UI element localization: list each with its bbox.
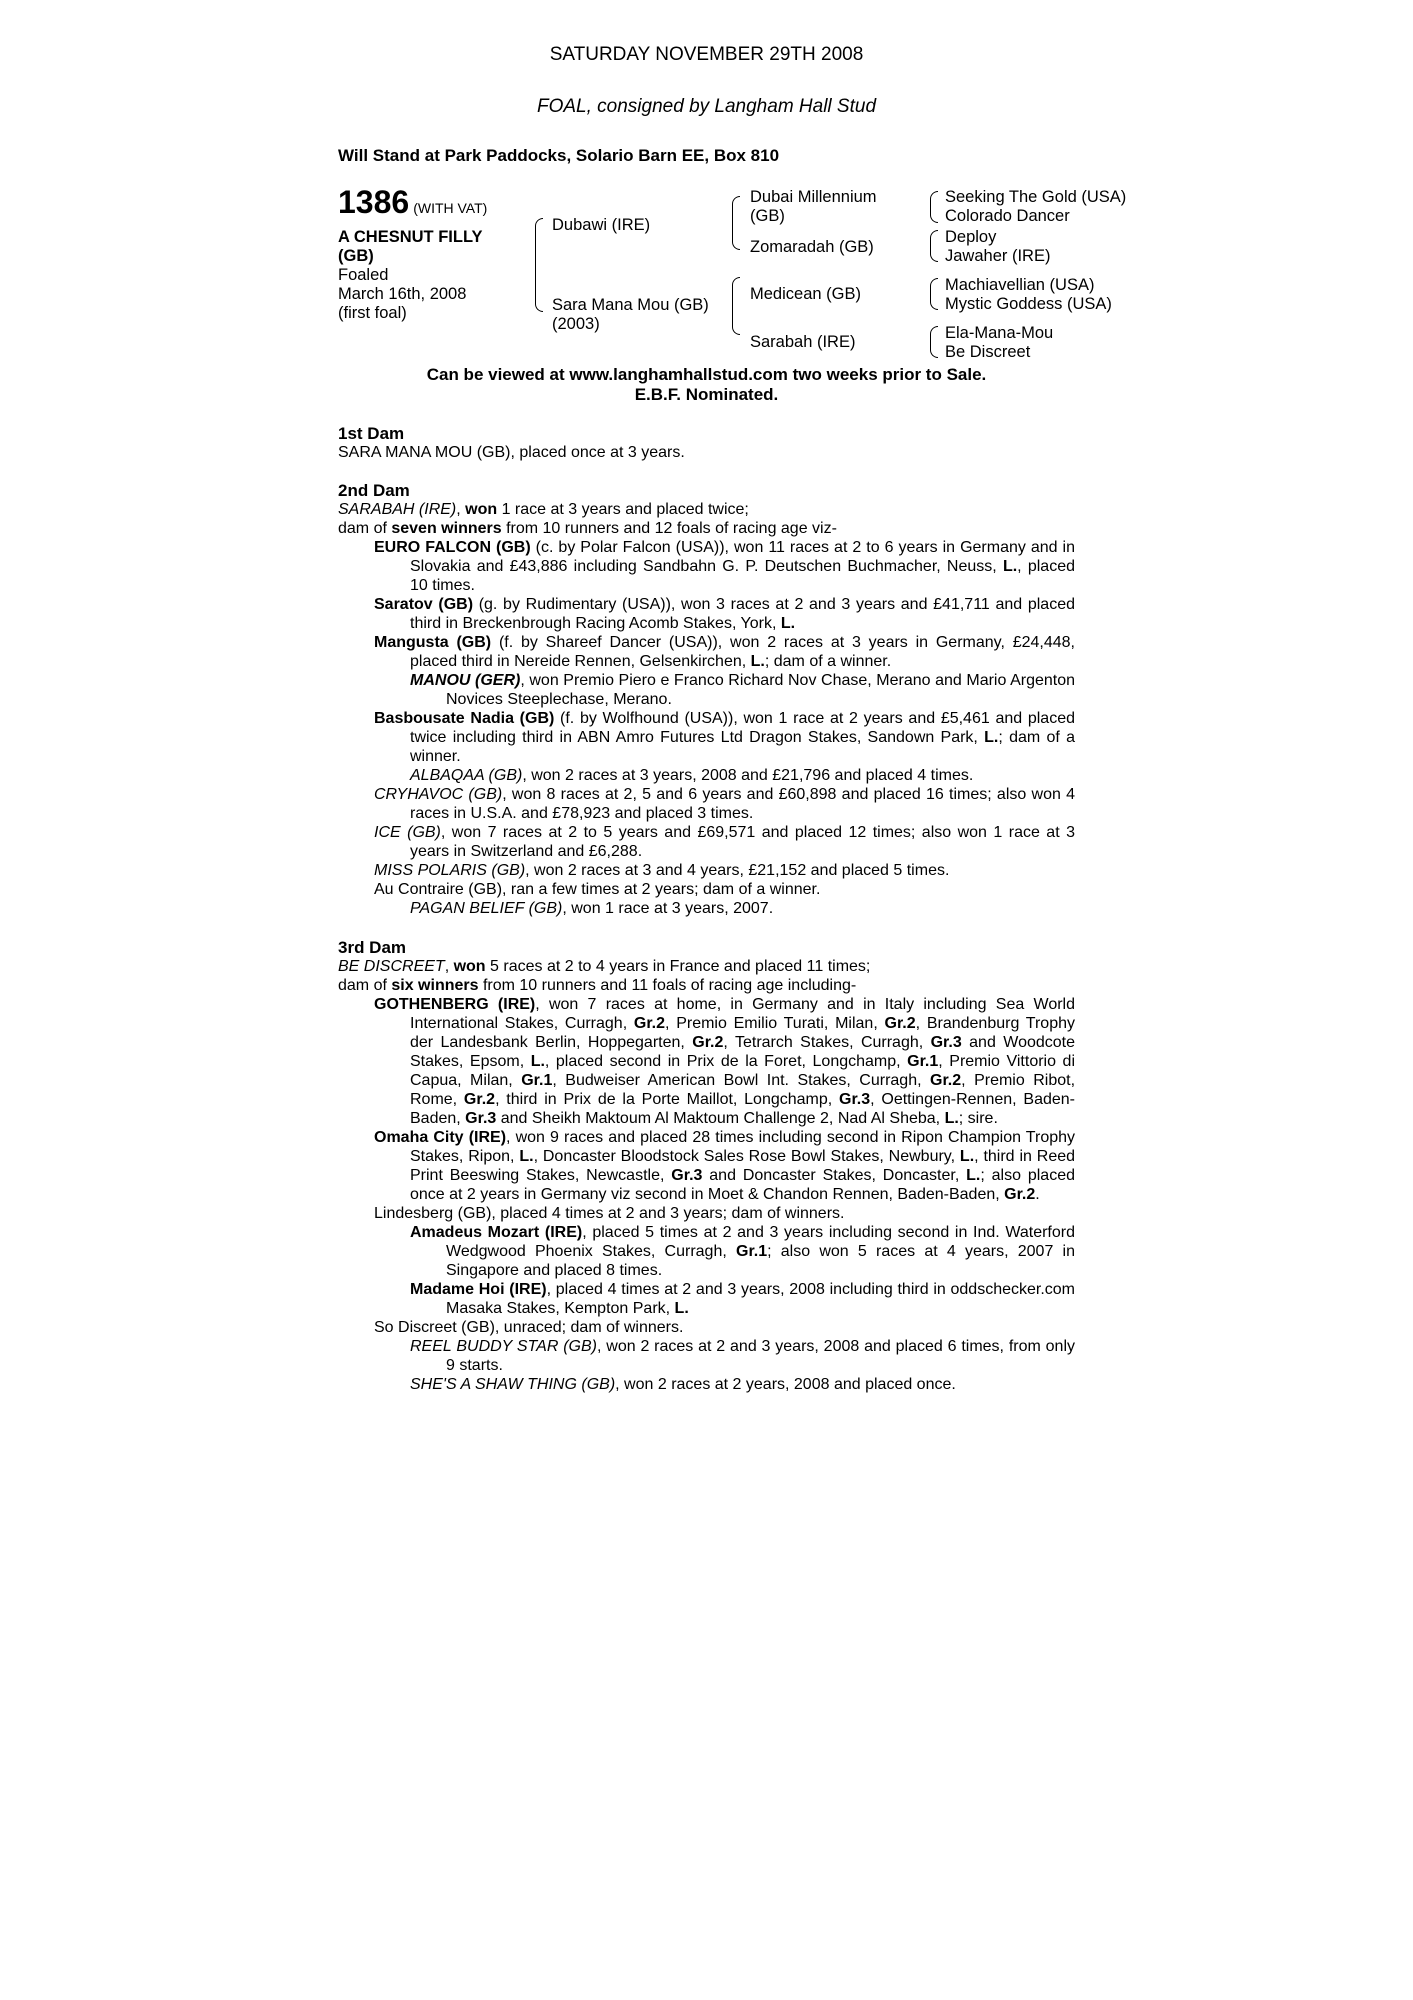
pedigree-sdd: Jawaher (IRE): [945, 247, 1051, 265]
horse-name: Madame Hoi (IRE): [410, 1281, 547, 1298]
record-part: ; also won 5 races at 4 years, 2007 in Singapore and placed 8 times.: [446, 1243, 1075, 1279]
progeny-miss-polaris: [374, 861, 1075, 880]
pedigree-sds: Deploy: [945, 228, 997, 246]
second-dam-line2: [338, 519, 1075, 538]
pedigree-brace-main: [535, 218, 543, 312]
record-part: and Sheikh Maktoum Al Maktoum Challenge 2, Nad Al Sheba,: [496, 1110, 945, 1127]
lot-number-value: 1386: [338, 184, 410, 220]
third-dam-line2-a: dam of: [338, 977, 392, 994]
horse-name: SHE'S A SHAW THING (GB): [410, 1376, 616, 1393]
record-part: .: [1035, 1186, 1040, 1203]
group-mark: Gr.2: [884, 1015, 916, 1032]
pedigree-ds: Medicean (GB): [750, 285, 861, 303]
pedigree-ddd: Be Discreet: [945, 343, 1031, 361]
horse-name: MISS POLARIS (GB): [374, 862, 526, 879]
pedigree-brace-sd: [930, 230, 938, 262]
pedigree-brace-ds: [930, 278, 938, 310]
horse-record: (c. by Polar Falcon (USA)), won 11 races at 2 to 6 years in Germany and in Slovakia and £43,886 including Sandbahn G. P. Deutschen Buchmacher, Neuss,: [410, 539, 1076, 575]
group-mark: Gr.1: [521, 1072, 553, 1089]
record-part: , won 7 races at home, in Germany and in Italy including Sea World International Stakes, Curragh,: [410, 996, 1075, 1032]
progeny-euro-falcon: [374, 538, 1075, 595]
pedigree-ss-line1: Dubai Millennium: [750, 188, 877, 206]
horse-name: GOTHENBERG (IRE): [374, 996, 536, 1013]
listed-mark: L.: [674, 1300, 689, 1317]
horse-name: REEL BUDDY STAR (GB): [410, 1338, 597, 1355]
pedigree-dsd: Mystic Goddess (USA): [945, 295, 1112, 313]
listed-mark: L.: [519, 1148, 534, 1165]
horse-name: Omaha City (IRE): [374, 1129, 507, 1146]
second-dam-winners: seven winners: [391, 520, 502, 537]
progeny-mangusta: [374, 633, 1075, 671]
horse-record: (f. by Shareef Dancer (USA)), won 2 races at 3 years in Germany, £24,448, placed third in Nereide Rennen, Gelsenkirchen,: [410, 634, 1075, 670]
pedigree-brace-ss: [930, 191, 938, 223]
group-mark: Gr.2: [1004, 1186, 1036, 1203]
record-part: , Budweiser American Bowl Int. Stakes, Curragh,: [552, 1072, 931, 1089]
record-part: , Premio Ribot, Rome,: [410, 1072, 1076, 1108]
horse-record: , won Premio Piero e Franco Richard Nov Chase, Merano and Mario Argenton Novices Steeplechase, Merano.: [446, 672, 1075, 708]
listed-mark: L.: [944, 1110, 959, 1127]
horse-record-end: ; dam of a winner.: [764, 653, 892, 670]
third-dam-name: BE DISCREET: [338, 958, 445, 975]
record-part: , Doncaster Bloodstock Sales Rose Bowl Stakes, Newbury,: [533, 1148, 960, 1165]
progeny-lindesberg: Lindesberg (GB), placed 4 times at 2 and 3 years; dam of winners.: [374, 1205, 845, 1222]
third-dam-line2-c: from 10 runners and 11 foals of racing age including-: [478, 977, 857, 994]
record-part: , Tetrarch Stakes, Curragh,: [723, 1034, 931, 1051]
progeny-amadeus-mozart: [410, 1223, 1075, 1280]
group-mark: Gr.2: [692, 1034, 724, 1051]
third-dam-winners: six winners: [391, 977, 479, 994]
lot-title-line1: A CHESNUT FILLY: [338, 228, 483, 246]
third-dam-line2: [338, 976, 1075, 995]
third-dam-heading: 3rd Dam: [338, 938, 407, 957]
horse-name: MANOU (GER): [410, 672, 521, 689]
listed-mark: L.: [750, 653, 765, 670]
listed-mark: L.: [530, 1053, 545, 1070]
progeny-ice: [374, 823, 1075, 861]
listed-mark: L.: [780, 615, 796, 632]
second-dam-section: [338, 481, 1075, 918]
second-dam-line2-a: dam of: [338, 520, 392, 537]
group-mark: Gr.3: [839, 1091, 871, 1108]
horse-name: ALBAQAA (GB): [410, 767, 523, 784]
horse-record: (g. by Rudimentary (USA)), won 3 races at 2 and 3 years and £41,711 and placed third in Breckenbrough Racing Acomb Stakes, York,: [410, 596, 1076, 632]
ebf-note: E.B.F. Nominated.: [634, 385, 779, 404]
record-part: ; sire.: [958, 1110, 998, 1127]
viewing-note: Can be viewed at www.langhamhallstud.com two weeks prior to Sale.: [426, 365, 987, 384]
sale-date: SATURDAY NOVEMBER 29TH 2008: [549, 44, 864, 65]
horse-record: (f. by Wolfhound (USA)), won 1 race at 2 years and £5,461 and placed twice including third in ABN Amro Futures Ltd Dragon Stakes, Sandown Park,: [410, 710, 1075, 746]
listed-mark: L.: [959, 1148, 975, 1165]
group-mark: Gr.3: [671, 1167, 703, 1184]
pedigree-ssd: Colorado Dancer: [945, 207, 1070, 225]
horse-record: , won 2 races at 3 years, 2008 and £21,796 and placed 4 times.: [522, 767, 974, 784]
second-dam-name: SARABAH (IRE): [338, 501, 457, 518]
group-mark: Gr.2: [633, 1015, 666, 1032]
horse-record: , won 2 races at 2 years, 2008 and placed once.: [615, 1376, 956, 1393]
record-part: , Premio Emilio Turati, Milan,: [665, 1015, 885, 1032]
first-dam-section: [338, 424, 1075, 462]
record-part: , third in Reed Print Beeswing Stakes, Newcastle,: [410, 1148, 1076, 1184]
consignment-line: FOAL, consigned by Langham Hall Stud: [536, 96, 877, 117]
pedigree-dd: Sarabah (IRE): [750, 333, 856, 351]
third-dam-won: won: [453, 958, 486, 975]
pedigree-sire: Dubawi (IRE): [552, 216, 651, 234]
first-dam-text: SARA MANA MOU (GB), placed once at 3 years.: [338, 444, 685, 461]
second-dam-won: won: [465, 501, 498, 518]
horse-record: , won 7 races at 2 to 5 years and £69,571 and placed 12 times; also won 1 race at 3 years in Switzerland and £6,288.: [410, 824, 1075, 860]
third-dam-section: [338, 938, 1075, 1394]
horse-name: Amadeus Mozart (IRE): [410, 1224, 583, 1241]
progeny-au-contraire: Au Contraire (GB), ran a few times at 2 years; dam of a winner.: [374, 881, 821, 898]
progeny-madame-hoi: [410, 1280, 1075, 1318]
second-dam-line2-c: from 10 runners and 12 foals of racing age viz-: [501, 520, 837, 537]
record-part: , won 9 races and placed 28 times including second in Ripon Champion Trophy Stakes, Ripon,: [410, 1129, 1076, 1165]
record-part: ; also placed once at 2 years in Germany viz second in Moet & Chandon Rennen, Baden-Baden,: [410, 1167, 1076, 1203]
pedigree-brace-dam: [732, 277, 740, 335]
record-part: , Oettingen-Rennen, Baden-Baden,: [410, 1091, 1075, 1127]
pedigree-ss-line2: (GB): [750, 207, 785, 225]
group-mark: Gr.1: [736, 1243, 768, 1260]
horse-record: , won 2 races at 2 and 3 years, 2008 and placed 6 times, from only 9 starts.: [446, 1338, 1076, 1374]
pedigree-brace-sire: [732, 196, 740, 250]
horse-record: , won 1 race at 3 years, 2007.: [562, 900, 774, 917]
second-dam-line1-rest: 1 race at 3 years and placed twice;: [497, 501, 749, 518]
progeny-saratov: [374, 595, 1075, 633]
progeny-albaqaa: [410, 766, 1075, 785]
progeny-manou: [410, 671, 1075, 709]
stand-location: Will Stand at Park Paddocks, Solario Barn EE, Box 810: [338, 146, 780, 165]
horse-record-end: ; dam of a winner.: [410, 729, 1075, 765]
group-mark: Gr.3: [465, 1110, 497, 1127]
progeny-gothenberg: [374, 995, 1075, 1128]
progeny-omaha-city: [374, 1128, 1075, 1204]
progeny-basbousate-nadia: [374, 709, 1075, 766]
third-dam-line1: BE DISCREET, won 5 races at 2 to 4 years in France and placed 11 times;: [338, 958, 871, 975]
horse-name: Mangusta (GB): [374, 634, 492, 651]
foaled-date: March 16th, 2008: [338, 285, 467, 303]
progeny-pagan-belief: [410, 899, 1075, 918]
progeny-cryhavoc: [374, 785, 1075, 823]
vat-note: (WITH VAT): [413, 200, 488, 216]
horse-record: , won 8 races at 2, 5 and 6 years and £60,898 and placed 16 times; also won 4 races in U.S.A. and £78,923 and placed 3 times.: [410, 786, 1076, 822]
second-dam-heading: 2nd Dam: [338, 481, 410, 500]
listed-mark: L.: [966, 1167, 981, 1184]
lot-title-line2: (GB): [338, 247, 374, 265]
group-mark: Gr.2: [930, 1072, 962, 1089]
pedigree-brace-dd: [930, 326, 938, 358]
horse-name: Saratov (GB): [374, 596, 474, 613]
record-part: and Doncaster Stakes, Doncaster,: [702, 1167, 967, 1184]
horse-name: EURO FALCON (GB): [374, 539, 531, 556]
horse-name: PAGAN BELIEF (GB): [410, 900, 563, 917]
record-part: , Premio Vittorio di Capua, Milan,: [410, 1053, 1076, 1089]
record-part: , third in Prix de la Porte Maillot, Longchamp,: [495, 1091, 840, 1108]
record-part: , Brandenburg Trophy der Landesbank Berlin, Hoppegarten,: [410, 1015, 1075, 1051]
group-mark: Gr.3: [930, 1034, 962, 1051]
pedigree-dds: Ela-Mana-Mou: [945, 324, 1054, 342]
group-mark: Gr.1: [907, 1053, 939, 1070]
third-dam-line1-rest: 5 races at 2 to 4 years in France and placed 11 times;: [485, 958, 871, 975]
horse-name: ICE (GB): [374, 824, 441, 841]
horse-record: , won 2 races at 3 and 4 years, £21,152 and placed 5 times.: [525, 862, 950, 879]
sale-notes: [0, 365, 1413, 405]
foaled-label: Foaled: [338, 266, 389, 284]
horse-name: Basbousate Nadia (GB): [374, 710, 555, 727]
pedigree-dss: Machiavellian (USA): [945, 276, 1095, 294]
horse-name: CRYHAVOC (GB): [374, 786, 503, 803]
progeny-shes-a-shaw-thing: [410, 1375, 1075, 1394]
group-mark: Gr.2: [463, 1091, 496, 1108]
lot-number: [338, 186, 487, 218]
record-part: , placed 4 times at 2 and 3 years, 2008 including third in oddschecker.com Masaka Stakes, Kempton Park,: [446, 1281, 1076, 1317]
progeny-so-discreet: So Discreet (GB), unraced; dam of winners.: [374, 1319, 684, 1336]
lot-description: [338, 228, 528, 323]
pedigree-dam: Sara Mana Mou (GB): [552, 296, 709, 314]
foal-note: (first foal): [338, 304, 407, 322]
progeny-reel-buddy-star: [410, 1337, 1075, 1375]
record-part: and Woodcote Stakes, Epsom,: [410, 1034, 1076, 1070]
pedigree-sd: Zomaradah (GB): [750, 238, 874, 256]
listed-mark: L.: [984, 729, 999, 746]
first-dam-heading: 1st Dam: [338, 424, 405, 443]
listed-mark: L.: [1002, 558, 1018, 575]
horse-record-end: , placed 10 times.: [410, 558, 1075, 594]
record-part: , placed 5 times at 2 and 3 years including second in Ind. Waterford Wedgwood Phoenix Stakes, Curragh,: [446, 1224, 1076, 1260]
pedigree-sss: Seeking The Gold (USA): [945, 188, 1127, 206]
record-part: , placed second in Prix de la Foret, Longchamp,: [544, 1053, 908, 1070]
pedigree-dam-year: (2003): [552, 315, 600, 333]
second-dam-line1: SARABAH (IRE), won 1 race at 3 years and placed twice;: [338, 501, 749, 518]
